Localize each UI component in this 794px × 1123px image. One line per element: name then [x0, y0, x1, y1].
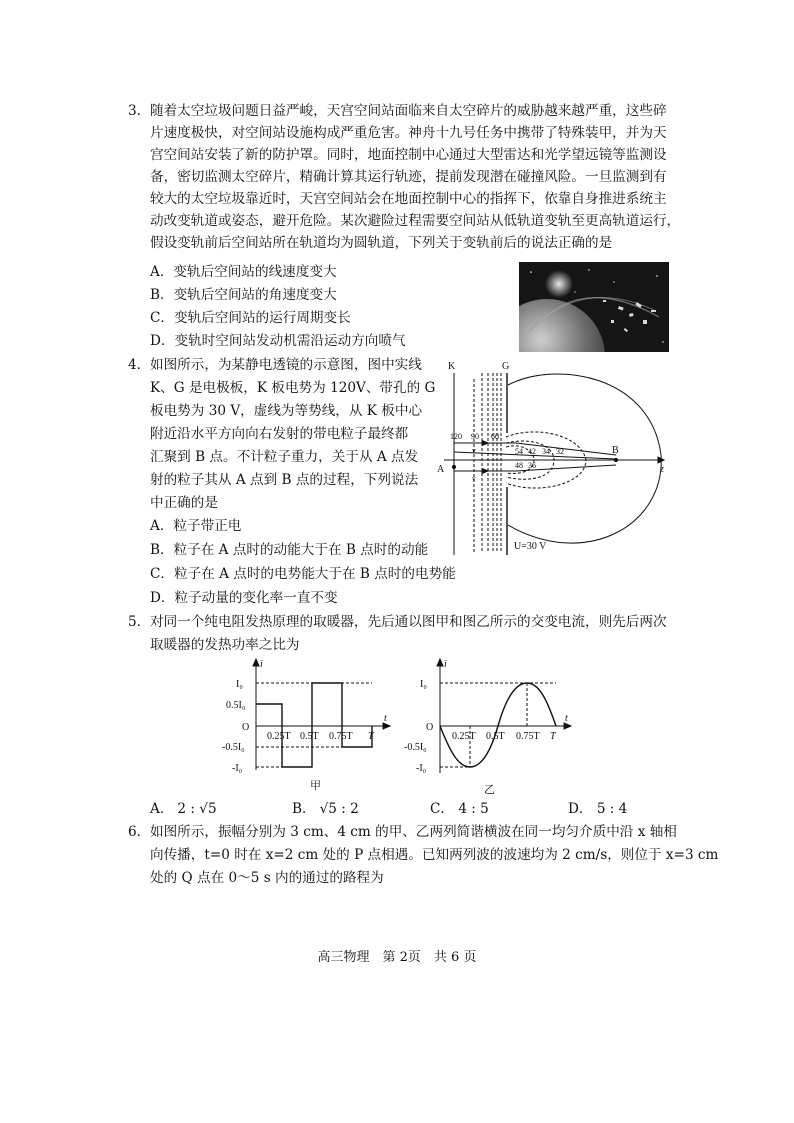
q3-line: 片速度极快，对空间站设施构成严重危害。神舟十九号任务中携带了特殊装甲，并为天 — [150, 125, 667, 141]
graph-caption: 乙 — [484, 784, 495, 795]
x-tick-label: 0.25T — [267, 731, 291, 742]
x-tick-label: 0.75T — [516, 731, 540, 742]
q3-line: 较大的太空垃圾靠近时，天宫空间站会在地面控制中心的指挥下，依靠自身推进系统主 — [150, 191, 667, 207]
potential-label: 42 — [528, 447, 536, 456]
q5-line: 取暖器的发热功率之比为 — [150, 637, 300, 653]
potential-label: 32 — [556, 447, 564, 456]
q4-line: 板电势为 30 V，虚线为等势线，从 K 板中心 — [150, 403, 423, 419]
y-tick-label: -I₀ — [232, 763, 243, 774]
current-graph-a — [222, 655, 397, 795]
option-math: 2 : √5 — [177, 801, 217, 817]
q5-option-c: C． 4 : 5 — [430, 801, 489, 817]
q3-option-c: C．变轨后空间站的运行周期变长 — [150, 310, 351, 326]
q6-line: 向传播，t=0 时在 x=2 cm 处的 P 点相遇。已知两列波的波速均为 2 cm/s，则位于 x=3 cm — [150, 847, 719, 863]
potential-label: 34 — [542, 447, 550, 456]
q5-line: 对同一个纯电阻发热原理的取暖器，先后通以图甲和图乙所示的交变电流，则先后两次 — [150, 614, 667, 630]
origin-label: O — [426, 722, 434, 733]
current-graph-b — [400, 655, 580, 795]
y-tick-label: 0.5I₀ — [226, 700, 246, 711]
q3-option-b: B．变轨后空间站的角速度变大 — [150, 287, 337, 303]
y-tick-label: -0.5I₀ — [222, 742, 245, 753]
potential-label: 120 — [450, 432, 462, 441]
label-v: v — [472, 474, 476, 483]
x-tick-label: 0.5T — [300, 731, 319, 742]
potential-label: 36 — [528, 461, 536, 470]
q4-option-a: A．粒子带正电 — [150, 518, 242, 534]
page-footer: 高三物理 第 2页 共 6 页 — [317, 950, 477, 965]
potential-label: 60 — [491, 432, 499, 441]
q3-line: 备，密切监测太空碎片，精确计算其运行轨迹，提前发现潜在碰撞风险。一旦监测到有 — [150, 169, 667, 185]
q5-option-b: B． √5 : 2 — [292, 801, 359, 817]
graph-caption: 甲 — [310, 780, 321, 792]
q4-line: 如图所示，为某静电透镜的示意图，图中实线 — [150, 357, 422, 373]
y-tick-label: I₀ — [236, 679, 243, 690]
origin-label: O — [242, 722, 250, 733]
y-tick-label: -0.5I₀ — [404, 742, 427, 753]
label-b: B — [612, 445, 619, 456]
label-g: G — [502, 361, 510, 372]
y-axis-label: i — [260, 659, 263, 670]
q3-option-a: A．变轨后空间站的线速度变大 — [150, 264, 337, 280]
x-tick-label: 0.75T — [329, 731, 353, 742]
label-k: K — [448, 361, 456, 372]
q3-line: 随着太空垃圾问题日益严峻，天宫空间站面临来自太空碎片的威胁越来越严重，这些碎 — [150, 103, 667, 119]
potential-label: 90 — [471, 432, 479, 441]
q6-line: 处的 Q 点在 0～5 s 内的通过的路程为 — [150, 870, 384, 886]
q6-number: 6． — [128, 824, 151, 840]
q5-option-a: A． 2 : √5 — [150, 801, 217, 817]
option-math: √5 : 2 — [319, 801, 359, 817]
label-a: A — [437, 464, 445, 475]
q4-line: 中正确的是 — [150, 495, 218, 511]
q4-line: 射的粒子其从 A 点到 B 点的过程，下列说法 — [150, 472, 419, 488]
electrostatic-lens-figure — [436, 355, 676, 560]
q3-line: 假设变轨前后空间站所在轨道均为圆轨道，下列关于变轨前后的说法正确的是 — [150, 235, 613, 251]
q5-option-d: D． 5 : 4 — [568, 801, 628, 817]
q4-option-b: B．粒子在 A 点时的动能大于在 B 点时的动能 — [150, 542, 429, 558]
x-tick-label: T — [550, 731, 556, 742]
label-z: z — [660, 464, 664, 475]
x-tick-label: 0.25T — [452, 731, 476, 742]
q4-line: K、G 是电极板，K 板电势为 120V、带孔的 G — [150, 380, 436, 396]
x-tick-label: T — [368, 731, 374, 742]
q3-line: 宫空间站安装了新的防护罩。同时，地面控制中心通过大型雷达和光学望远镜等监测设 — [150, 147, 667, 163]
space-debris-photo — [519, 262, 669, 352]
label-v: v — [472, 446, 476, 455]
y-tick-label: -I₀ — [416, 763, 427, 774]
q6-line: 如图所示，振幅分别为 3 cm、4 cm 的甲、乙两列简谐横波在同一均匀介质中沿 x 轴相 — [150, 824, 677, 840]
x-axis-label: t — [384, 713, 387, 724]
q3-option-d: D．变轨时空间站发动机需沿运动方向喷气 — [150, 333, 406, 349]
x-tick-label: 0.5T — [486, 731, 505, 742]
y-tick-label: I₀ — [420, 679, 427, 690]
q3-line: 动改变轨道或姿态，避开危险。某次避险过程需要空间站从低轨道变轨至更高轨道运行， — [150, 213, 681, 229]
x-axis-label: t — [565, 713, 568, 724]
y-axis-label: i — [444, 659, 447, 670]
q4-line: 附近沿水平方向向右发射的带电粒子最终都 — [150, 426, 409, 442]
q4-number: 4． — [128, 357, 151, 373]
q4-option-c: C．粒子在 A 点时的电势能大于在 B 点时的电势能 — [150, 566, 456, 582]
potential-label: 48 — [515, 461, 523, 470]
potential-label: 54 — [515, 447, 523, 456]
q5-number: 5． — [128, 614, 151, 630]
q3-number: 3． — [128, 103, 151, 119]
q4-option-d: D．粒子动量的变化率一直不变 — [150, 590, 338, 606]
q4-line: 汇聚到 B 点。不计粒子重力，关于从 A 点发 — [150, 449, 419, 465]
voltage-label: U=30 V — [514, 541, 547, 552]
